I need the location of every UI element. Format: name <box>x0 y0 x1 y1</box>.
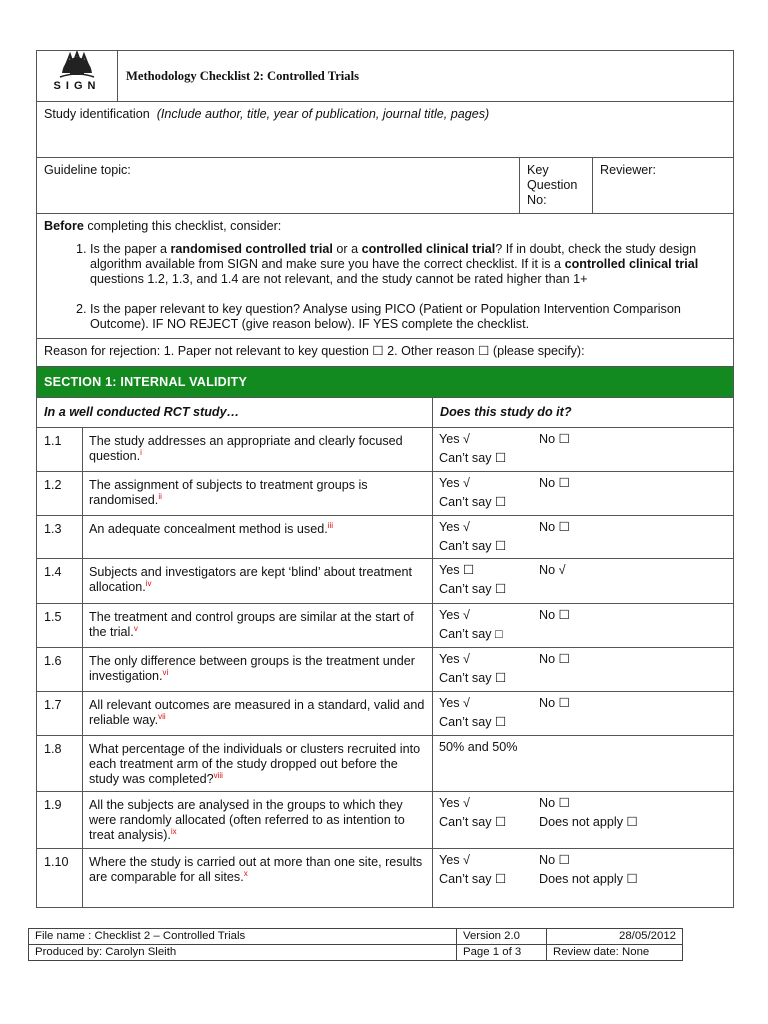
footnote-marker: i <box>140 447 142 457</box>
study-identification-label: Study identification <box>44 107 150 121</box>
question-number: 1.6 <box>37 648 83 692</box>
table-row <box>37 604 734 648</box>
question-number: 1.4 <box>37 559 83 604</box>
before-instructions <box>37 214 734 339</box>
question-text: All relevant outcomes are measured in a standard, valid and reliable way.$^{vii}$ <box>83 692 433 736</box>
answer-option[interactable]: Can’t say ☐ <box>439 582 507 596</box>
footer-produced-by: Produced by: Carolyn Sleith <box>29 945 457 961</box>
section-header-row <box>37 367 734 398</box>
before-lead-text: completing this checklist, consider: <box>83 219 282 233</box>
answer-option[interactable]: Can’t say ☐ <box>439 671 507 685</box>
answer-option[interactable] <box>539 451 729 466</box>
logo-text: SIGN <box>53 80 101 92</box>
answer-option[interactable]: No ☐ <box>539 432 570 446</box>
answer-option[interactable] <box>539 715 729 730</box>
key-question-field[interactable]: Key Question No: <box>520 158 593 214</box>
answer-option[interactable]: 50% and 50% <box>439 740 518 754</box>
answer-option[interactable]: Can’t say ☐ <box>439 451 507 465</box>
answer-cell[interactable] <box>433 516 734 559</box>
checklist-table <box>36 50 734 908</box>
table-row <box>37 849 734 908</box>
sign-logo <box>37 51 118 102</box>
answer-option[interactable]: Yes √ <box>439 796 470 810</box>
answer-option[interactable]: Can’t say ☐ <box>439 495 507 509</box>
question-text: Subjects and investigators are kept ‘blind’ about treatment allocation.$^{iv}$ <box>83 559 433 604</box>
answer-option[interactable]: Yes √ <box>439 652 470 666</box>
answer-option[interactable]: Yes √ <box>439 853 470 867</box>
meta-row <box>37 158 734 214</box>
answer-option[interactable]: Yes √ <box>439 696 470 710</box>
answer-option[interactable] <box>539 582 729 597</box>
footnote-marker: vii <box>158 711 166 721</box>
answer-cell[interactable] <box>433 428 734 472</box>
footnote-marker: ii <box>158 491 162 501</box>
answer-option[interactable]: No √ <box>539 563 566 577</box>
answer-cell[interactable] <box>433 648 734 692</box>
answer-cell[interactable] <box>433 849 734 908</box>
question-number: 1.7 <box>37 692 83 736</box>
footer-review-date: Review date: None <box>547 945 683 961</box>
checklist-document <box>36 50 733 908</box>
guideline-topic-field[interactable]: Guideline topic: <box>37 158 520 214</box>
question-number: 1.8 <box>37 736 83 792</box>
footer-page-number: Page 1 of 3 <box>457 945 547 961</box>
answer-option[interactable]: Yes ☐ <box>439 563 475 577</box>
answer-option[interactable] <box>539 627 729 642</box>
rejection-reason[interactable]: Reason for rejection: 1. Paper not relevant to key question ☐ 2. Other reason ☐ (please specify): <box>37 339 734 367</box>
question-number: 1.3 <box>37 516 83 559</box>
footer-table <box>28 928 683 961</box>
footnote-marker: iv <box>145 578 152 588</box>
question-text: Where the study is carried out at more than one site, results are comparable for all sites.$^x$ <box>83 849 433 908</box>
table-row <box>37 559 734 604</box>
question-rows <box>37 428 734 908</box>
answer-option[interactable] <box>539 740 729 755</box>
answer-option[interactable]: Does not apply ☐ <box>539 872 638 886</box>
answer-cell[interactable] <box>433 792 734 849</box>
rejection-row <box>37 339 734 367</box>
answer-option[interactable]: Can’t say ☐ <box>439 715 507 729</box>
answer-option[interactable] <box>539 539 729 554</box>
answer-option[interactable]: No ☐ <box>539 520 570 534</box>
answer-option[interactable]: No ☐ <box>539 696 570 710</box>
table-row <box>37 736 734 792</box>
table-row <box>37 428 734 472</box>
answer-cell[interactable] <box>433 559 734 604</box>
reviewer-field[interactable]: Reviewer: <box>593 158 734 214</box>
footnote-marker: x <box>243 868 248 878</box>
answer-cell[interactable] <box>433 736 734 792</box>
question-text: The only difference between groups is the treatment under investigation.$^{vi}$ <box>83 648 433 692</box>
header-row <box>37 51 734 102</box>
answer-option[interactable] <box>539 671 729 686</box>
footer-file-name: File name : Checklist 2 – Controlled Trials <box>29 929 457 945</box>
study-identification-hint: (Include author, title, year of publication, journal title, pages) <box>156 107 490 121</box>
table-row <box>37 472 734 516</box>
answer-option[interactable]: No ☐ <box>539 476 570 490</box>
question-text: The study addresses an appropriate and clearly focused question.$^i$ <box>83 428 433 472</box>
thistle-icon <box>52 51 102 81</box>
question-number: 1.9 <box>37 792 83 849</box>
footer-version: Version 2.0 <box>457 929 547 945</box>
answer-option[interactable]: Yes √ <box>439 476 470 490</box>
answer-option[interactable]: No ☐ <box>539 796 570 810</box>
footnote-marker: viii <box>213 770 223 780</box>
study-identification-cell[interactable] <box>37 102 734 158</box>
answer-option[interactable]: Can’t say □ <box>439 627 503 641</box>
answer-option[interactable]: No ☐ <box>539 608 570 622</box>
answer-option[interactable]: Does not apply ☐ <box>539 815 638 829</box>
column-header-row <box>37 398 734 428</box>
table-row <box>37 516 734 559</box>
study-identification-row <box>37 102 734 158</box>
footnote-marker: v <box>133 623 138 633</box>
answer-option[interactable] <box>539 495 729 510</box>
footnote-marker: vi <box>162 667 169 677</box>
answer-cell[interactable] <box>433 472 734 516</box>
before-item-1: 1. Is the paper a randomised controlled trial or a controlled clinical trial? If in doubt, check the study design algorithm available from SIGN and make sure you have the correct checklist. If it is a controlled clinical trial questions 1.2, 1.3, and 1.4 are not relevant, and the study cannot be rated higher than 1+ <box>90 242 726 287</box>
answer-option[interactable]: Can’t say ☐ <box>439 872 507 886</box>
question-text: The assignment of subjects to treatment groups is randomised.$^{ii}$ <box>83 472 433 516</box>
section-title: SECTION 1: INTERNAL VALIDITY <box>37 367 734 398</box>
question-number: 1.5 <box>37 604 83 648</box>
question-number: 1.10 <box>37 849 83 908</box>
table-row <box>37 792 734 849</box>
column-header-answer: Does this study do it? <box>433 398 734 428</box>
answer-cell[interactable] <box>433 604 734 648</box>
column-header-criteria: In a well conducted RCT study… <box>37 398 433 428</box>
footnote-marker: ix <box>170 826 177 836</box>
question-number: 1.2 <box>37 472 83 516</box>
document-title: Methodology Checklist 2: Controlled Trials <box>118 51 734 102</box>
question-text: What percentage of the individuals or clusters recruited into each treatment arm of the study dropped out before the study was completed?$^{viii}$ <box>83 736 433 792</box>
answer-option[interactable]: Yes √ <box>439 608 470 622</box>
footer-date: 28/05/2012 <box>547 929 683 945</box>
table-row <box>37 648 734 692</box>
answer-cell[interactable] <box>433 692 734 736</box>
before-lead-bold: Before <box>44 219 84 233</box>
answer-option[interactable]: No ☐ <box>539 853 570 867</box>
before-item-2: 2. Is the paper relevant to key question? Analyse using PICO (Patient or Population Intervention Comparison Outcome). IF NO REJECT (give reason below). IF YES complete the checklist. <box>90 302 726 332</box>
answer-option[interactable]: Yes √ <box>439 520 470 534</box>
answer-option[interactable]: Can’t say ☐ <box>439 539 507 553</box>
question-text: The treatment and control groups are similar at the start of the trial.$^v$ <box>83 604 433 648</box>
answer-option[interactable]: No ☐ <box>539 652 570 666</box>
question-text: All the subjects are analysed in the groups to which they were randomly allocated (often referred to as intention to treat analysis).$^{ix}$ <box>83 792 433 849</box>
footnote-marker: iii <box>327 520 334 530</box>
table-row <box>37 692 734 736</box>
before-row <box>37 214 734 339</box>
question-text: An adequate concealment method is used.$^{iii}$ <box>83 516 433 559</box>
answer-option[interactable]: Yes √ <box>439 432 470 446</box>
answer-option[interactable]: Can’t say ☐ <box>439 815 507 829</box>
question-number: 1.1 <box>37 428 83 472</box>
